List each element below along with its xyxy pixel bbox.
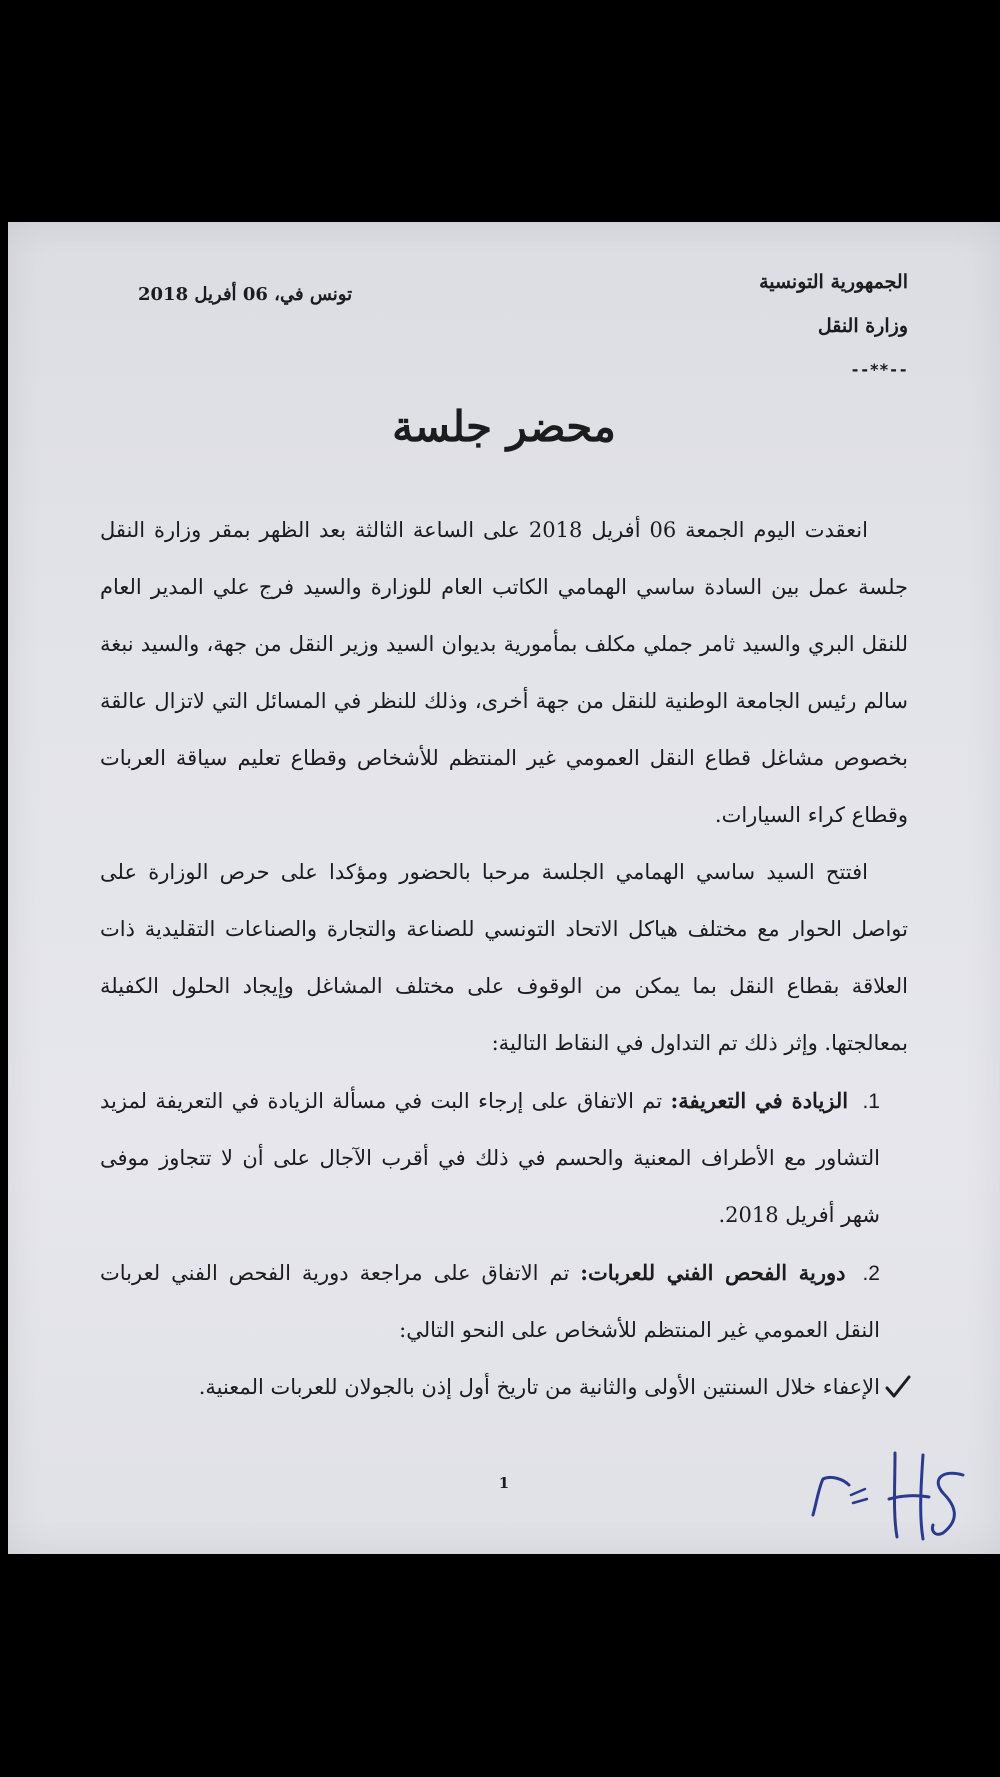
paragraph-discussion: افتتح السيد ساسي الهمامي الجلسة مرحبا بالحضور ومؤكدا على حرص الوزارة على تواصل الحوار مع مختلف هياكل الاتحاد التونسي للصناعة والتجارة والصناعات التقليدية ذات العلاقة بقطاع النقل بما يمكن من الوقوف على مختلف المشاغل وإيجاد الحلول الكفيلة بمعالجتها. وإثر ذلك تم التداول في النقاط التالية: (100, 860, 908, 1055)
item-number: 2. (862, 1262, 880, 1285)
republic-name: الجمهورية التونسية (759, 271, 908, 293)
paragraph-opening: انعقدت اليوم الجمعة 06 أفريل 2018 على الساعة الثالثة بعد الظهر بمقر وزارة النقل جلسة عمل بين السادة ساسي الهمامي الكاتب العام للوزارة والسيد فرج علي المدير العام للنقل البري والسيد ثامر جملي مكلف بمأمورية بديوان السيد وزير النقل من جهة، والسيد نبغة سالم رئيس الجامعة الوطنية للنقل من جهة أخرى، وذلك للنظر في المسائل التي لاتزال عالقة بخصوص مشاغل قطاع النقل العمومي غير المنتظم للأشخاص وقطاع تعليم سياقة العربات وقطاع كراء السيارات. (100, 518, 908, 827)
handwritten-signature-icon (803, 1445, 973, 1545)
place-date: تونس في، 06 أفريل 2018 (138, 284, 353, 305)
item-number: 1. (862, 1090, 880, 1113)
check-item (100, 1359, 908, 1416)
document-page (8, 222, 1000, 1554)
list-item (100, 1072, 880, 1244)
document-title: محضر جلسة (392, 402, 616, 451)
check-item-text: الإعفاء خلال السنتين الأولى والثانية من تاريخ أول إذن بالجولان للعربات المعنية. (198, 1375, 880, 1399)
header-separator: --**-- (850, 360, 908, 379)
ministry-name: وزارة النقل (817, 315, 908, 337)
page-number: 1 (498, 1474, 510, 1492)
document-body (100, 502, 908, 1416)
item-heading: الزيادة في التعريفة: (670, 1088, 849, 1113)
checkmark-icon (884, 1373, 912, 1401)
item-text: تم الاتفاق على مراجعة دورية الفحص الفني لعربات النقل العمومي غير المنتظم للأشخاص على النحو التالي: (100, 1261, 880, 1342)
list-item (100, 1244, 880, 1359)
item-heading: دورية الفحص الفني للعربات: (580, 1260, 846, 1285)
document-header-authority (759, 260, 908, 392)
points-list (100, 1072, 908, 1359)
item-text: تم الاتفاق على إرجاء البت في مسألة الزيادة في التعريفة لمزيد التشاور مع الأطراف المعنية والحسم في ذلك في أقرب الآجال على أن لا تتجاوز موفى شهر أفريل 2018. (100, 1089, 880, 1227)
